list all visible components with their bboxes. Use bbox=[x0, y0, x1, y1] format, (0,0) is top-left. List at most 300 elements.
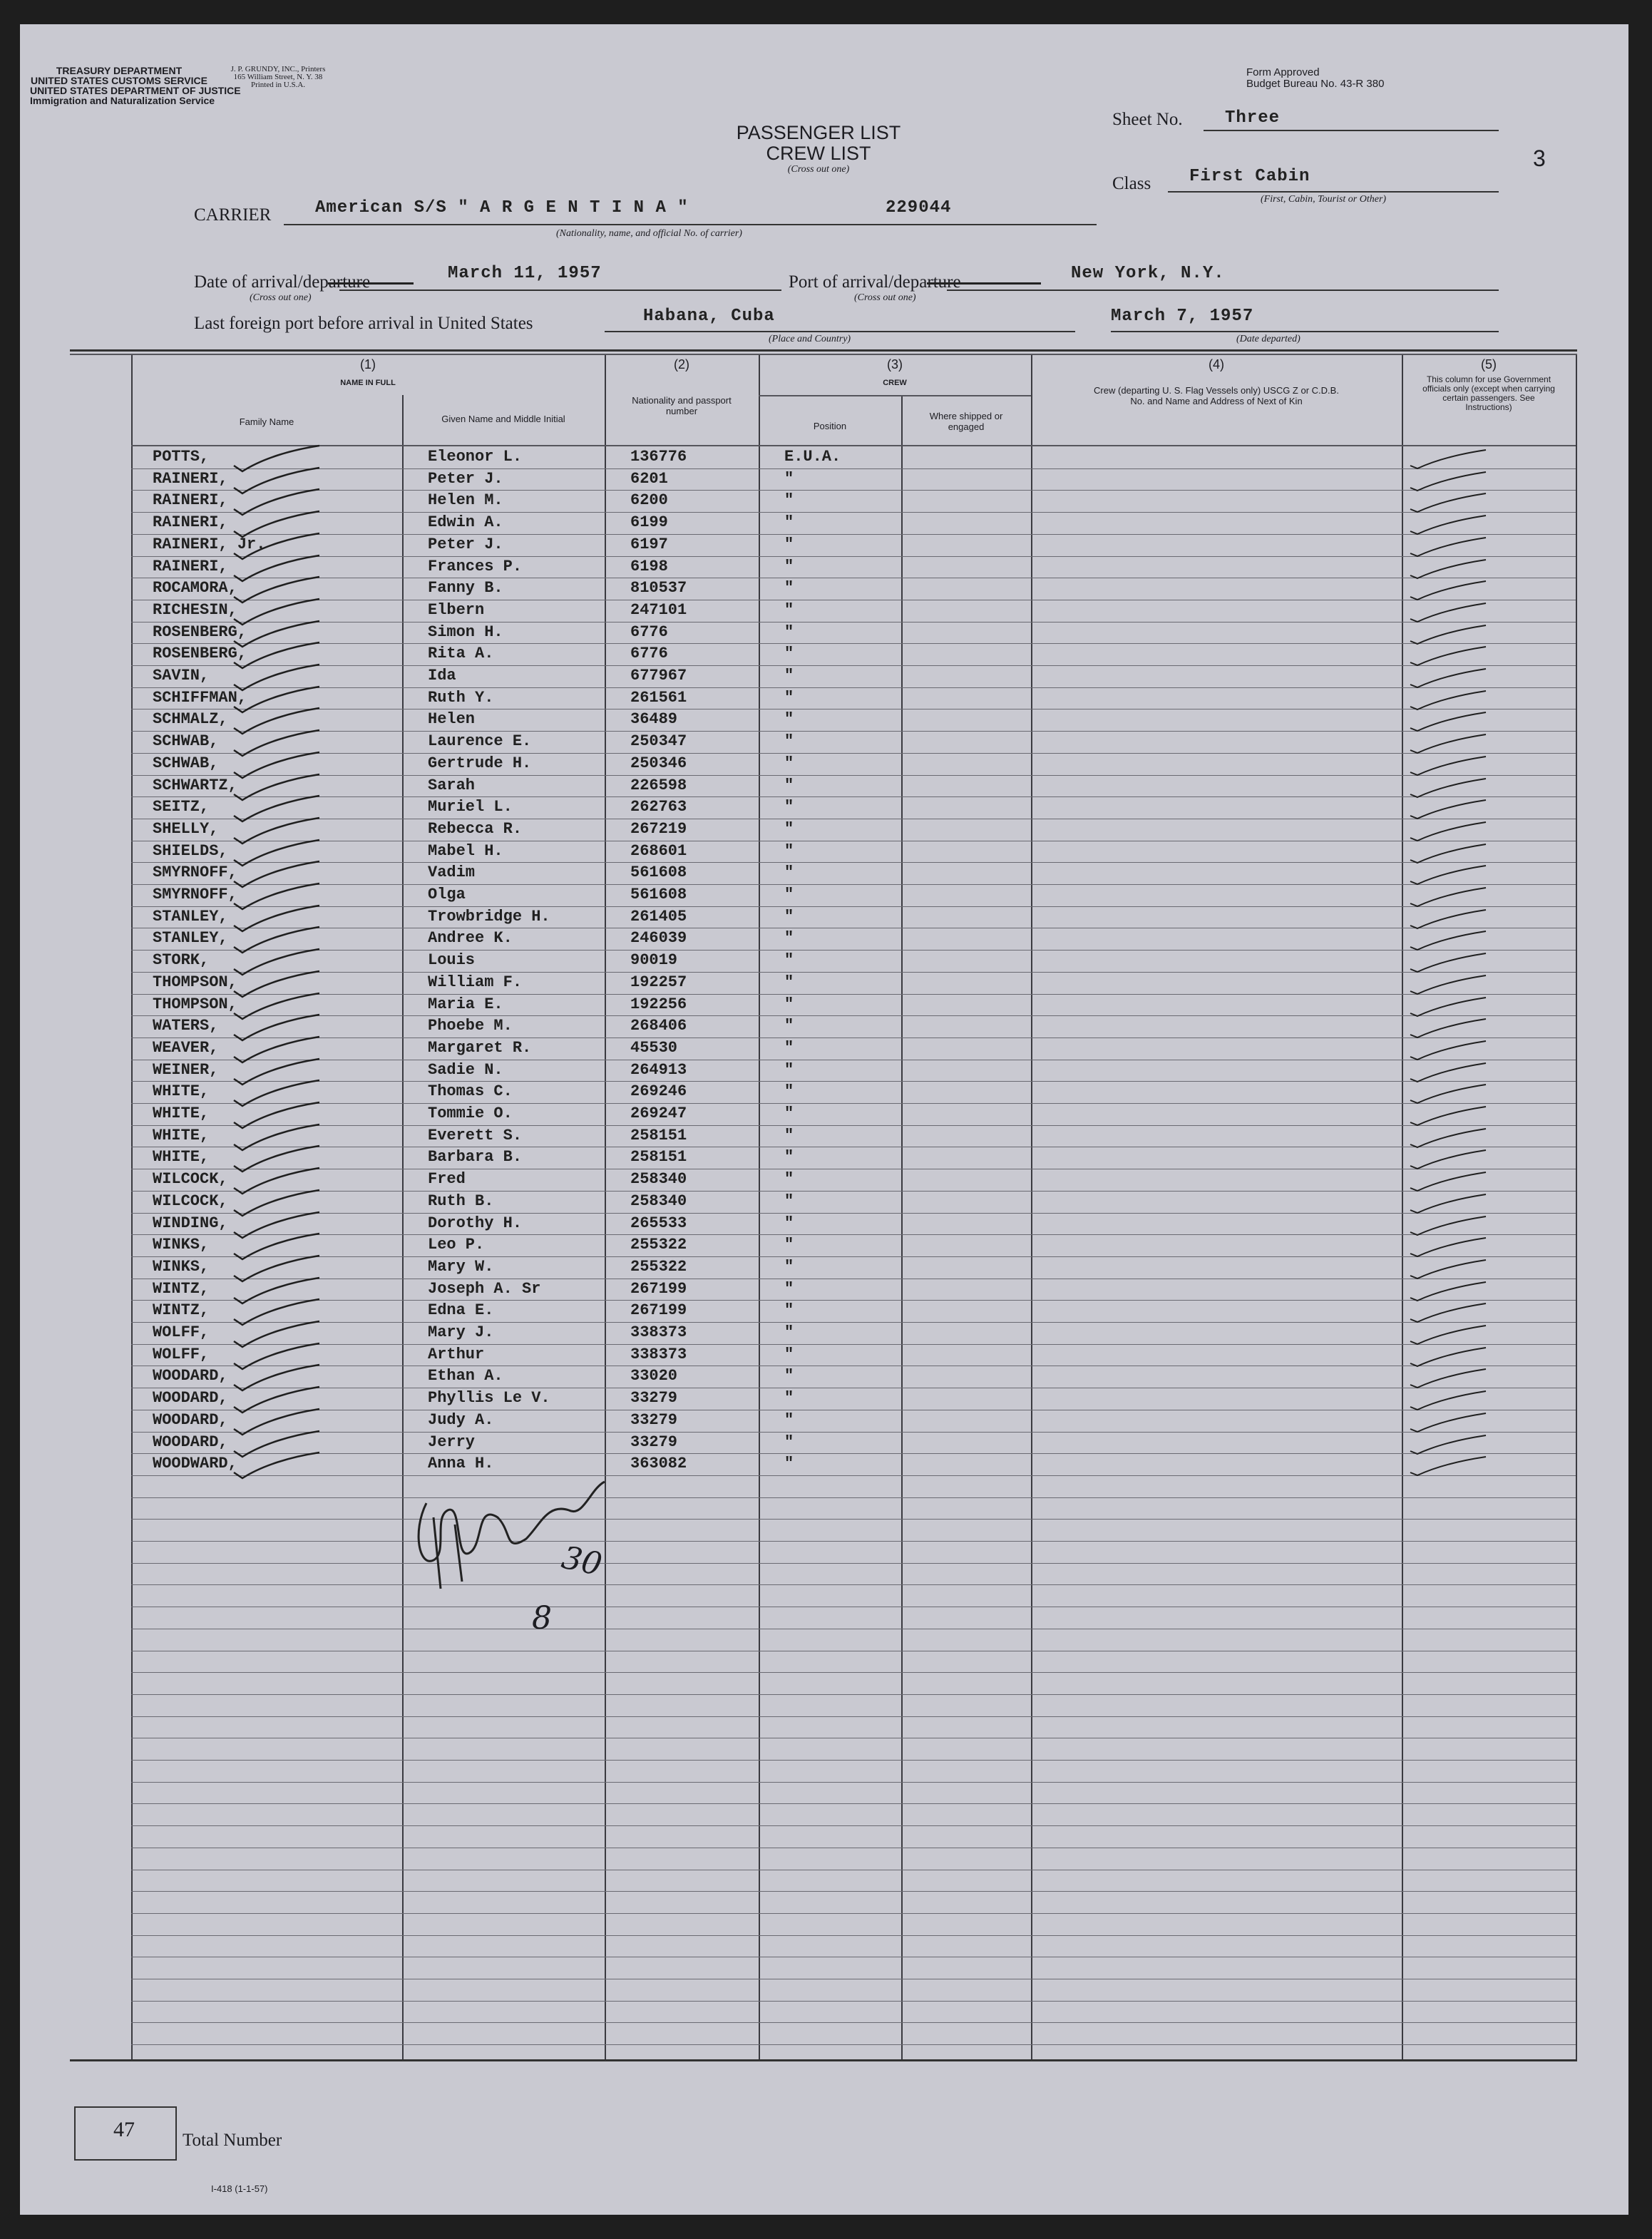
position-cell: " bbox=[784, 1061, 794, 1079]
last-port-line bbox=[605, 331, 1075, 332]
position-cell: " bbox=[784, 864, 794, 881]
passport-cell: 6201 bbox=[630, 470, 668, 488]
passport-cell: 561608 bbox=[630, 886, 687, 903]
position-cell: " bbox=[784, 1258, 794, 1276]
position-cell: " bbox=[784, 1433, 794, 1451]
given-name-cell: Fred bbox=[428, 1170, 466, 1188]
strike-port-departure bbox=[927, 282, 1041, 285]
passport-cell: 33279 bbox=[630, 1389, 678, 1407]
passport-cell: 261561 bbox=[630, 689, 687, 707]
passport-cell: 265533 bbox=[630, 1214, 687, 1232]
given-name-cell: Everett S. bbox=[428, 1127, 523, 1144]
row-rule bbox=[131, 1497, 1576, 1498]
col1-title: NAME IN FULL bbox=[340, 379, 396, 387]
given-name-cell: Phoebe M. bbox=[428, 1017, 513, 1035]
row-rule bbox=[131, 2001, 1576, 2002]
given-name-cell: Leo P. bbox=[428, 1236, 485, 1254]
total-value: 47 bbox=[113, 2118, 135, 2141]
carrier-caption: (Nationality, name, and official No. of carrier) bbox=[556, 228, 742, 239]
family-name-cell: SCHWARTZ, bbox=[153, 777, 237, 794]
shipped-header bbox=[923, 411, 1010, 432]
row-rule bbox=[131, 1891, 1576, 1892]
class-value: First Cabin bbox=[1189, 167, 1310, 186]
passport-cell: 264913 bbox=[630, 1061, 687, 1079]
carrier-value: American S/S " A R G E N T I N A " bbox=[315, 198, 689, 217]
row-rule bbox=[131, 1015, 1576, 1016]
passport-cell: 6199 bbox=[630, 513, 668, 531]
class-label: Class bbox=[1112, 174, 1151, 193]
tally-note-2: 8 bbox=[532, 1600, 552, 1636]
port-cross-caption: (Cross out one) bbox=[854, 292, 916, 303]
position-cell: " bbox=[784, 754, 794, 772]
col3-title: CREW bbox=[883, 379, 907, 387]
family-name-cell: WINTZ, bbox=[153, 1301, 210, 1319]
family-name-header: Family Name bbox=[239, 416, 294, 427]
row-rule bbox=[131, 906, 1576, 907]
table-bottom-rule bbox=[70, 2059, 1577, 2061]
given-name-header bbox=[402, 414, 605, 424]
title-passenger-list: PASSENGER LIST bbox=[736, 122, 901, 143]
passport-cell: 33020 bbox=[630, 1367, 678, 1385]
strike-departure bbox=[328, 282, 414, 285]
family-name-cell: SCHWAB, bbox=[153, 732, 219, 750]
passport-cell: 561608 bbox=[630, 864, 687, 881]
date-line bbox=[339, 290, 781, 291]
agency-block bbox=[30, 65, 241, 106]
port-value: New York, N.Y. bbox=[1071, 264, 1225, 283]
position-cell: " bbox=[784, 1017, 794, 1035]
passport-cell: 338373 bbox=[630, 1323, 687, 1341]
family-name-cell: WILCOCK, bbox=[153, 1170, 228, 1188]
col1-number: (1) bbox=[360, 357, 376, 372]
family-name-cell: POTTS, bbox=[153, 448, 210, 466]
document-page bbox=[20, 24, 1628, 2215]
agency-line: UNITED STATES CUSTOMS SERVICE bbox=[31, 75, 207, 86]
position-cell: " bbox=[784, 1127, 794, 1144]
passport-cell: 363082 bbox=[630, 1455, 687, 1472]
row-rule bbox=[131, 1694, 1576, 1695]
row-rule bbox=[131, 753, 1576, 754]
family-name-cell: STANLEY, bbox=[153, 929, 228, 947]
passport-cell: 810537 bbox=[630, 579, 687, 597]
passport-cell: 269246 bbox=[630, 1082, 687, 1100]
position-cell: " bbox=[784, 886, 794, 903]
family-name-cell: WOLFF, bbox=[153, 1323, 210, 1341]
given-name-cell: Mary W. bbox=[428, 1258, 494, 1276]
position-cell: " bbox=[784, 645, 794, 662]
position-cell: " bbox=[784, 491, 794, 509]
given-name-cell: Ida bbox=[428, 667, 456, 685]
passport-cell: 262763 bbox=[630, 798, 687, 816]
family-name-cell: WINKS, bbox=[153, 1258, 210, 1276]
row-rule bbox=[131, 1322, 1576, 1323]
position-cell: " bbox=[784, 1192, 794, 1210]
family-name-cell: RAINERI, Jr. bbox=[153, 536, 266, 553]
family-name-cell: WINDING, bbox=[153, 1214, 228, 1232]
date-cross-caption: (Cross out one) bbox=[250, 292, 312, 303]
row-rule bbox=[131, 1234, 1576, 1235]
col2-title bbox=[626, 395, 737, 416]
row-rule bbox=[131, 731, 1576, 732]
family-name-cell: SEITZ, bbox=[153, 798, 210, 816]
carrier-label: CARRIER bbox=[194, 205, 272, 225]
passport-cell: 267219 bbox=[630, 820, 687, 838]
passport-cell: 677967 bbox=[630, 667, 687, 685]
given-name-cell: Tommie O. bbox=[428, 1105, 513, 1122]
given-name-cell: Sarah bbox=[428, 777, 476, 794]
given-name-cell: Eleonor L. bbox=[428, 448, 523, 466]
family-name-cell: ROCAMORA, bbox=[153, 579, 237, 597]
row-rule bbox=[131, 950, 1576, 951]
passport-cell: 250347 bbox=[630, 732, 687, 750]
position-cell: " bbox=[784, 1039, 794, 1057]
row-rule bbox=[131, 775, 1576, 776]
family-name-cell: WILCOCK, bbox=[153, 1192, 228, 1210]
printer-line: 165 William Street, N. Y. 38 bbox=[233, 73, 323, 81]
row-rule bbox=[131, 556, 1576, 557]
row-rule bbox=[131, 884, 1576, 885]
family-name-cell: STORK, bbox=[153, 951, 210, 969]
port-line bbox=[947, 290, 1499, 291]
family-name-cell: SCHMALZ, bbox=[153, 710, 228, 728]
row-rule bbox=[131, 1103, 1576, 1104]
passport-cell: 6198 bbox=[630, 558, 668, 575]
given-name-cell: Olga bbox=[428, 886, 466, 903]
agency-line: UNITED STATES DEPARTMENT OF JUSTICE bbox=[30, 85, 241, 96]
passport-cell: 90019 bbox=[630, 951, 678, 969]
row-rule bbox=[131, 1716, 1576, 1717]
given-name-cell: Thomas C. bbox=[428, 1082, 513, 1100]
col4-number: (4) bbox=[1209, 357, 1224, 372]
given-name-cell: Joseph A. Sr bbox=[428, 1280, 541, 1298]
printer-line: Printed in U.S.A. bbox=[250, 81, 306, 89]
passport-cell: 6776 bbox=[630, 645, 668, 662]
given-name-cell: Anna H. bbox=[428, 1455, 494, 1472]
row-rule bbox=[131, 1825, 1576, 1826]
position-cell: " bbox=[784, 689, 794, 707]
table-top-rule-2 bbox=[70, 354, 1577, 355]
family-name-cell: RICHESIN, bbox=[153, 601, 237, 619]
passport-cell: 267199 bbox=[630, 1280, 687, 1298]
passport-cell: 255322 bbox=[630, 1236, 687, 1254]
position-cell: " bbox=[784, 732, 794, 750]
official-tick-icon bbox=[1407, 1452, 1493, 1481]
last-port-caption: (Place and Country) bbox=[769, 334, 851, 344]
family-name-cell: SAVIN, bbox=[153, 667, 210, 685]
position-cell: " bbox=[784, 579, 794, 597]
family-name-cell: WEAVER, bbox=[153, 1039, 219, 1057]
given-name-cell: Sadie N. bbox=[428, 1061, 503, 1079]
family-name-cell: THOMPSON, bbox=[153, 995, 237, 1013]
passport-cell: 246039 bbox=[630, 929, 687, 947]
given-name-cell: Ruth B. bbox=[428, 1192, 494, 1210]
row-rule bbox=[131, 534, 1576, 535]
passport-cell: 269247 bbox=[630, 1105, 687, 1122]
given-name-cell: Andree K. bbox=[428, 929, 513, 947]
class-line bbox=[1168, 191, 1499, 193]
family-name-cell: WATERS, bbox=[153, 1017, 219, 1035]
given-name-cell: Trowbridge H. bbox=[428, 908, 550, 926]
family-name-cell: WHITE, bbox=[153, 1127, 210, 1144]
passport-cell: 33279 bbox=[630, 1411, 678, 1429]
row-rule bbox=[131, 1256, 1576, 1257]
class-caption: (First, Cabin, Tourist or Other) bbox=[1261, 194, 1387, 205]
given-name-cell: Dorothy H. bbox=[428, 1214, 523, 1232]
position-cell: " bbox=[784, 908, 794, 926]
passport-cell: 268601 bbox=[630, 842, 687, 860]
position-cell: " bbox=[784, 798, 794, 816]
sheet-line bbox=[1204, 130, 1499, 131]
col-line bbox=[901, 395, 903, 2059]
row-rule bbox=[131, 796, 1576, 797]
col-line bbox=[1576, 355, 1577, 2059]
row-rule bbox=[131, 1432, 1576, 1433]
given-name-cell: Margaret R. bbox=[428, 1039, 532, 1057]
family-name-cell: WHITE, bbox=[153, 1105, 210, 1122]
row-rule bbox=[131, 1519, 1576, 1520]
position-cell: " bbox=[784, 1389, 794, 1407]
position-cell: " bbox=[784, 710, 794, 728]
family-name-cell: SMYRNOFF, bbox=[153, 864, 237, 881]
given-name-cell: Elbern bbox=[428, 601, 485, 619]
family-name-cell: STANLEY, bbox=[153, 908, 228, 926]
col2-number: (2) bbox=[674, 357, 689, 372]
passport-cell: 261405 bbox=[630, 908, 687, 926]
given-name-cell: Vadim bbox=[428, 864, 476, 881]
form-approved bbox=[1246, 67, 1384, 90]
row-rule bbox=[131, 512, 1576, 513]
printer-block bbox=[207, 66, 349, 89]
passport-cell: 192257 bbox=[630, 973, 687, 991]
total-label: Total Number bbox=[183, 2131, 282, 2150]
position-cell: " bbox=[784, 973, 794, 991]
position-cell: " bbox=[784, 929, 794, 947]
family-name-cell: THOMPSON, bbox=[153, 973, 237, 991]
family-name-cell: WOODARD, bbox=[153, 1411, 228, 1429]
family-name-cell: WINTZ, bbox=[153, 1280, 210, 1298]
given-name-cell: Rita A. bbox=[428, 645, 494, 662]
given-name-cell: Edwin A. bbox=[428, 513, 503, 531]
given-name-cell: Jerry bbox=[428, 1433, 476, 1451]
row-rule bbox=[131, 1584, 1576, 1585]
passport-cell: 192256 bbox=[630, 995, 687, 1013]
row-rule bbox=[131, 1541, 1576, 1542]
position-cell: " bbox=[784, 1367, 794, 1385]
family-name-cell: WOODWARD, bbox=[153, 1455, 237, 1472]
position-cell: " bbox=[784, 820, 794, 838]
given-name-cell: Frances P. bbox=[428, 558, 523, 575]
given-name-cell: Mary J. bbox=[428, 1323, 494, 1341]
given-name-cell: Barbara B. bbox=[428, 1148, 523, 1166]
position-cell: " bbox=[784, 777, 794, 794]
given-name-cell: Ruth Y. bbox=[428, 689, 494, 707]
last-port-value: Habana, Cuba bbox=[643, 307, 775, 326]
row-rule bbox=[131, 1300, 1576, 1301]
position-cell: " bbox=[784, 1236, 794, 1254]
given-name-cell: Helen bbox=[428, 710, 476, 728]
row-rule bbox=[131, 1563, 1576, 1564]
family-name-cell: WOODARD, bbox=[153, 1367, 228, 1385]
carrier-number: 229044 bbox=[886, 198, 952, 217]
given-name-cell: Judy A. bbox=[428, 1411, 494, 1429]
date-departed-line bbox=[1111, 331, 1499, 332]
position-cell: " bbox=[784, 1346, 794, 1363]
form-approved-label: Form Approved bbox=[1246, 66, 1320, 78]
given-name-cell: Arthur bbox=[428, 1346, 485, 1363]
row-rule bbox=[131, 1081, 1576, 1082]
passport-cell: 33279 bbox=[630, 1433, 678, 1451]
given-name-cell: William F. bbox=[428, 973, 523, 991]
shipped-header-text: Where shipped or engaged bbox=[929, 411, 1003, 432]
row-rule bbox=[131, 687, 1576, 688]
family-name-cell: WHITE, bbox=[153, 1148, 210, 1166]
passport-cell: 6200 bbox=[630, 491, 668, 509]
family-name-cell: WOODARD, bbox=[153, 1433, 228, 1451]
given-name-cell: Muriel L. bbox=[428, 798, 513, 816]
position-cell: " bbox=[784, 1148, 794, 1166]
family-name-cell: SHIELDS, bbox=[153, 842, 228, 860]
given-name-cell: Peter J. bbox=[428, 536, 503, 553]
family-name-cell: RAINERI, bbox=[153, 558, 228, 575]
family-name-cell: WINKS, bbox=[153, 1236, 210, 1254]
passport-cell: 255322 bbox=[630, 1258, 687, 1276]
row-rule bbox=[131, 1760, 1576, 1761]
position-cell: " bbox=[784, 1214, 794, 1232]
agency-line: TREASURY DEPARTMENT bbox=[56, 65, 183, 76]
given-name-cell: Peter J. bbox=[428, 470, 503, 488]
row-rule bbox=[131, 643, 1576, 644]
row-rule bbox=[131, 1913, 1576, 1914]
port-label: Port of arrival/departure bbox=[789, 272, 961, 292]
last-port-label: Last foreign port before arrival in United States bbox=[194, 314, 533, 333]
passport-cell: 6776 bbox=[630, 623, 668, 641]
family-name-cell: SHELLY, bbox=[153, 820, 219, 838]
row-rule bbox=[131, 1453, 1576, 1454]
passport-cell: 226598 bbox=[630, 777, 687, 794]
row-rule bbox=[131, 1782, 1576, 1783]
passport-cell: 267199 bbox=[630, 1301, 687, 1319]
title-block bbox=[704, 123, 933, 175]
family-name-cell: WOODARD, bbox=[153, 1389, 228, 1407]
family-name-cell: WEINER, bbox=[153, 1061, 219, 1079]
position-cell: " bbox=[784, 995, 794, 1013]
passport-cell: 268406 bbox=[630, 1017, 687, 1035]
given-name-cell: Helen M. bbox=[428, 491, 503, 509]
given-name-cell: Ethan A. bbox=[428, 1367, 503, 1385]
family-name-cell: SMYRNOFF, bbox=[153, 886, 237, 903]
sheet-value: Three bbox=[1225, 108, 1281, 128]
check-mark-icon bbox=[227, 1451, 327, 1480]
given-name-cell: Rebecca R. bbox=[428, 820, 523, 838]
row-rule bbox=[131, 994, 1576, 995]
printer-line: J. P. GRUNDY, INC., Printers bbox=[230, 65, 326, 73]
passport-cell: 45530 bbox=[630, 1039, 678, 1057]
col4-title-text: Crew (departing U. S. Flag Vessels only) USCG Z or C.D.B. No. and Name and Address of Next of Kin bbox=[1094, 385, 1339, 406]
position-cell: " bbox=[784, 601, 794, 619]
passport-cell: 258340 bbox=[630, 1170, 687, 1188]
position-cell: " bbox=[784, 623, 794, 641]
given-name-cell: Simon H. bbox=[428, 623, 503, 641]
carrier-line bbox=[284, 224, 1097, 225]
table-top-rule bbox=[70, 349, 1577, 352]
row-rule bbox=[131, 468, 1576, 469]
position-cell: " bbox=[784, 1280, 794, 1298]
col5-title bbox=[1419, 375, 1559, 412]
position-cell: " bbox=[784, 536, 794, 553]
cross-out-caption: (Cross out one) bbox=[787, 164, 850, 175]
row-rule bbox=[131, 1125, 1576, 1126]
tally-note: 30 bbox=[558, 1539, 605, 1584]
row-rule bbox=[131, 1213, 1576, 1214]
position-cell: " bbox=[784, 1323, 794, 1341]
sheet-label: Sheet No. bbox=[1112, 110, 1183, 129]
family-name-cell: SCHIFFMAN, bbox=[153, 689, 247, 707]
row-rule bbox=[131, 2022, 1576, 2023]
given-name-cell: Laurence E. bbox=[428, 732, 532, 750]
position-cell: " bbox=[784, 558, 794, 575]
col5-title-text: This column for use Government officials only (except when carrying certain passengers. See Instructions) bbox=[1422, 374, 1555, 412]
given-name-cell: Gertrude H. bbox=[428, 754, 532, 772]
row-rule bbox=[131, 1672, 1576, 1673]
given-name-header-text: Given Name and Middle Initial bbox=[441, 414, 565, 424]
family-name-cell: SCHWAB, bbox=[153, 754, 219, 772]
row-rule bbox=[131, 862, 1576, 863]
position-cell: " bbox=[784, 1455, 794, 1472]
position-cell: " bbox=[784, 470, 794, 488]
agency-line: Immigration and Naturalization Service bbox=[30, 95, 215, 106]
position-cell: " bbox=[784, 1301, 794, 1319]
passport-cell: 247101 bbox=[630, 601, 687, 619]
given-name-cell: Fanny B. bbox=[428, 579, 503, 597]
row-rule bbox=[131, 1935, 1576, 1936]
family-name-cell: RAINERI, bbox=[153, 470, 228, 488]
row-rule bbox=[131, 1037, 1576, 1038]
title-crew-list: CREW LIST bbox=[766, 143, 871, 164]
budget-bureau-label: Budget Bureau No. 43-R 380 bbox=[1246, 78, 1385, 90]
given-name-cell: Louis bbox=[428, 951, 476, 969]
family-name-cell: WHITE, bbox=[153, 1082, 210, 1100]
header-bottom-rule bbox=[131, 445, 1576, 446]
col2-title-text: Nationality and passport number bbox=[632, 395, 732, 416]
family-name-cell: ROSENBERG, bbox=[153, 645, 247, 662]
position-cell: " bbox=[784, 1411, 794, 1429]
date-value: March 11, 1957 bbox=[448, 264, 602, 283]
row-rule bbox=[131, 490, 1576, 491]
row-rule bbox=[131, 1803, 1576, 1804]
row-rule bbox=[131, 972, 1576, 973]
row-rule bbox=[131, 1475, 1576, 1476]
passport-cell: 250346 bbox=[630, 754, 687, 772]
family-name-cell: ROSENBERG, bbox=[153, 623, 247, 641]
family-name-cell: WOLFF, bbox=[153, 1346, 210, 1363]
col3-number: (3) bbox=[887, 357, 903, 372]
family-name-cell: RAINERI, bbox=[153, 491, 228, 509]
passport-cell: 36489 bbox=[630, 710, 678, 728]
passport-cell: 258151 bbox=[630, 1127, 687, 1144]
position-cell: " bbox=[784, 667, 794, 685]
position-cell: " bbox=[784, 513, 794, 531]
given-name-cell: Maria E. bbox=[428, 995, 503, 1013]
row-rule bbox=[131, 2044, 1576, 2045]
row-rule bbox=[131, 1191, 1576, 1192]
row-rule bbox=[131, 665, 1576, 666]
col4-title bbox=[1087, 385, 1346, 406]
given-name-cell: Edna E. bbox=[428, 1301, 494, 1319]
family-name-cell: RAINERI, bbox=[153, 513, 228, 531]
given-name-cell: Phyllis Le V. bbox=[428, 1389, 550, 1407]
position-cell: " bbox=[784, 1170, 794, 1188]
row-rule bbox=[131, 1344, 1576, 1345]
